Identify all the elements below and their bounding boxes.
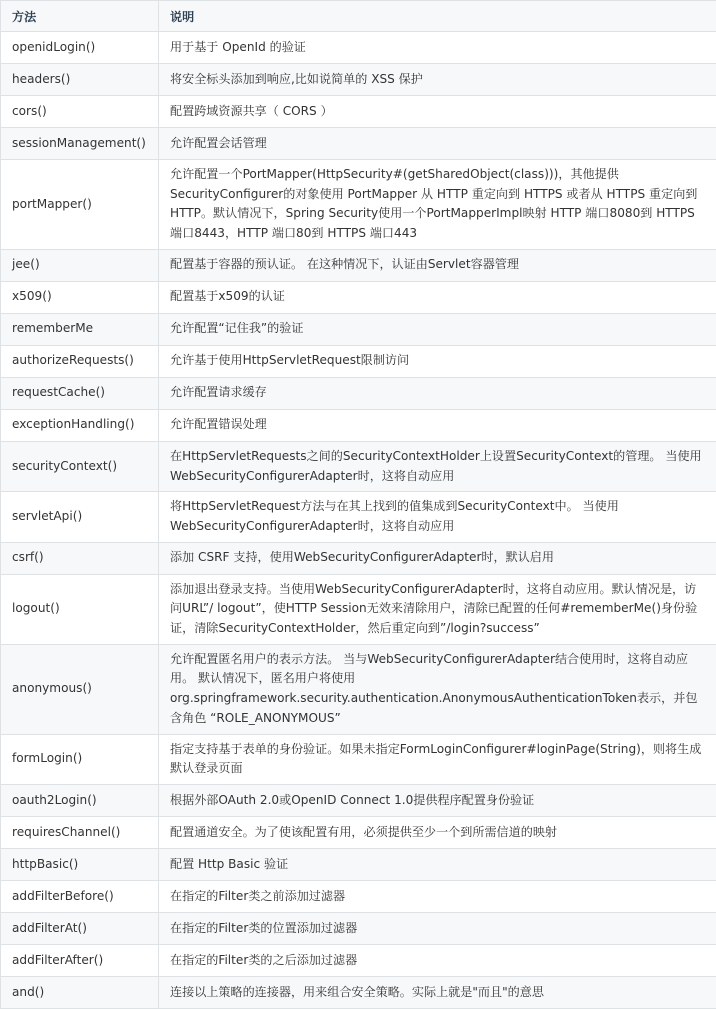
table-row [1, 848, 716, 880]
description-cell: 将安全标头添加到响应,比如说简单的 XSS 保护 [159, 64, 716, 96]
method-cell: requestCache() [1, 377, 159, 409]
method-cell: x509() [1, 281, 159, 313]
method-cell: authorizeRequests() [1, 345, 159, 377]
description-cell: 添加 CSRF 支持，使用WebSecurityConfigurerAdapter时，默认启用 [159, 542, 716, 574]
table-row [1, 441, 716, 491]
method-cell: oauth2Login() [1, 784, 159, 816]
table-row [1, 345, 716, 377]
description-cell: 连接以上策略的连接器，用来组合安全策略。实际上就是"而且"的意思 [159, 976, 716, 1008]
description-cell: 配置跨域资源共享（ CORS ） [159, 96, 716, 128]
description-cell: 配置通道安全。为了使该配置有用，必须提供至少一个到所需信道的映射 [159, 816, 716, 848]
table-row [1, 281, 716, 313]
table-row [1, 734, 716, 784]
table-row [1, 32, 716, 64]
method-column-header: 方法 [1, 1, 159, 32]
table-row [1, 644, 716, 734]
description-cell: 用于基于 OpenId 的验证 [159, 32, 716, 64]
method-cell: sessionManagement() [1, 128, 159, 160]
description-cell: 在指定的Filter类的之后添加过滤器 [159, 944, 716, 976]
description-cell: 配置基于容器的预认证。 在这种情况下，认证由Servlet容器管理 [159, 249, 716, 281]
method-cell: httpBasic() [1, 848, 159, 880]
method-cell: addFilterAt() [1, 912, 159, 944]
table-row [1, 976, 716, 1008]
table-row [1, 784, 716, 816]
method-cell: and() [1, 976, 159, 1008]
method-cell: headers() [1, 64, 159, 96]
description-cell: 配置基于x509的认证 [159, 281, 716, 313]
method-cell: securityContext() [1, 441, 159, 491]
table-row [1, 64, 716, 96]
description-cell: 允许配置会话管理 [159, 128, 716, 160]
table-header-row [1, 1, 716, 32]
table-row [1, 409, 716, 441]
method-cell: addFilterAfter() [1, 944, 159, 976]
description-cell: 将HttpServletRequest方法与在其上找到的值集成到SecurityContext中。 当使用WebSecurityConfigurerAdapter时，这将自动应用 [159, 492, 716, 542]
description-cell: 在指定的Filter类之前添加过滤器 [159, 880, 716, 912]
description-cell: 在HttpServletRequests之间的SecurityContextHolder上设置SecurityContext的管理。 当使用WebSecurityConfigurerAdapter时，这将自动应用 [159, 441, 716, 491]
table-row [1, 249, 716, 281]
method-cell: addFilterBefore() [1, 880, 159, 912]
method-cell: exceptionHandling() [1, 409, 159, 441]
method-cell: anonymous() [1, 644, 159, 734]
description-cell: 指定支持基于表单的身份验证。如果未指定FormLoginConfigurer#loginPage(String)，则将生成默认登录页面 [159, 734, 716, 784]
method-cell: csrf() [1, 542, 159, 574]
table-row [1, 880, 716, 912]
table-row [1, 816, 716, 848]
description-cell: 允许配置请求缓存 [159, 377, 716, 409]
method-cell: servletApi() [1, 492, 159, 542]
description-cell: 在指定的Filter类的位置添加过滤器 [159, 912, 716, 944]
table-row [1, 542, 716, 574]
table-row [1, 313, 716, 345]
description-cell: 允许基于使用HttpServletRequest限制访问 [159, 345, 716, 377]
table-row [1, 944, 716, 976]
method-cell: logout() [1, 574, 159, 644]
description-cell: 允许配置“记住我”的验证 [159, 313, 716, 345]
method-cell: rememberMe [1, 313, 159, 345]
table-row [1, 96, 716, 128]
table-row [1, 128, 716, 160]
table-row [1, 377, 716, 409]
description-cell: 添加退出登录支持。当使用WebSecurityConfigurerAdapter时，这将自动应用。默认情况是，访问URL”/ logout”，使HTTP Session无效来清除用户，清除已配置的任何#rememberMe()身份验证，清除SecurityContextHolder，然后重定向到”/login?success” [159, 574, 716, 644]
table-row [1, 912, 716, 944]
description-cell: 允许配置错误处理 [159, 409, 716, 441]
method-cell: openidLogin() [1, 32, 159, 64]
description-cell: 允许配置匿名用户的表示方法。 当与WebSecurityConfigurerAdapter结合使用时，这将自动应用。 默认情况下，匿名用户将使用org.springframework.security.authentication.AnonymousAuthenticationToken表示，并包含角色 “ROLE_ANONYMOUS” [159, 644, 716, 734]
table-row [1, 160, 716, 250]
method-cell: portMapper() [1, 160, 159, 250]
description-cell: 允许配置一个PortMapper(HttpSecurity#(getSharedObject(class)))，其他提供SecurityConfigurer的对象使用 PortMapper 从 HTTP 重定向到 HTTPS 或者从 HTTPS 重定向到 HTTP。默认情况下，Spring Security使用一个PortMapperImpl映射 HTTP 端口8080到 HTTPS 端口8443，HTTP 端口80到 HTTPS 端口443 [159, 160, 716, 250]
method-cell: requiresChannel() [1, 816, 159, 848]
method-cell: formLogin() [1, 734, 159, 784]
table-row [1, 492, 716, 542]
description-column-header: 说明 [159, 1, 716, 32]
description-cell: 配置 Http Basic 验证 [159, 848, 716, 880]
table-row [1, 574, 716, 644]
method-cell: cors() [1, 96, 159, 128]
description-cell: 根据外部OAuth 2.0或OpenID Connect 1.0提供程序配置身份验证 [159, 784, 716, 816]
method-cell: jee() [1, 249, 159, 281]
